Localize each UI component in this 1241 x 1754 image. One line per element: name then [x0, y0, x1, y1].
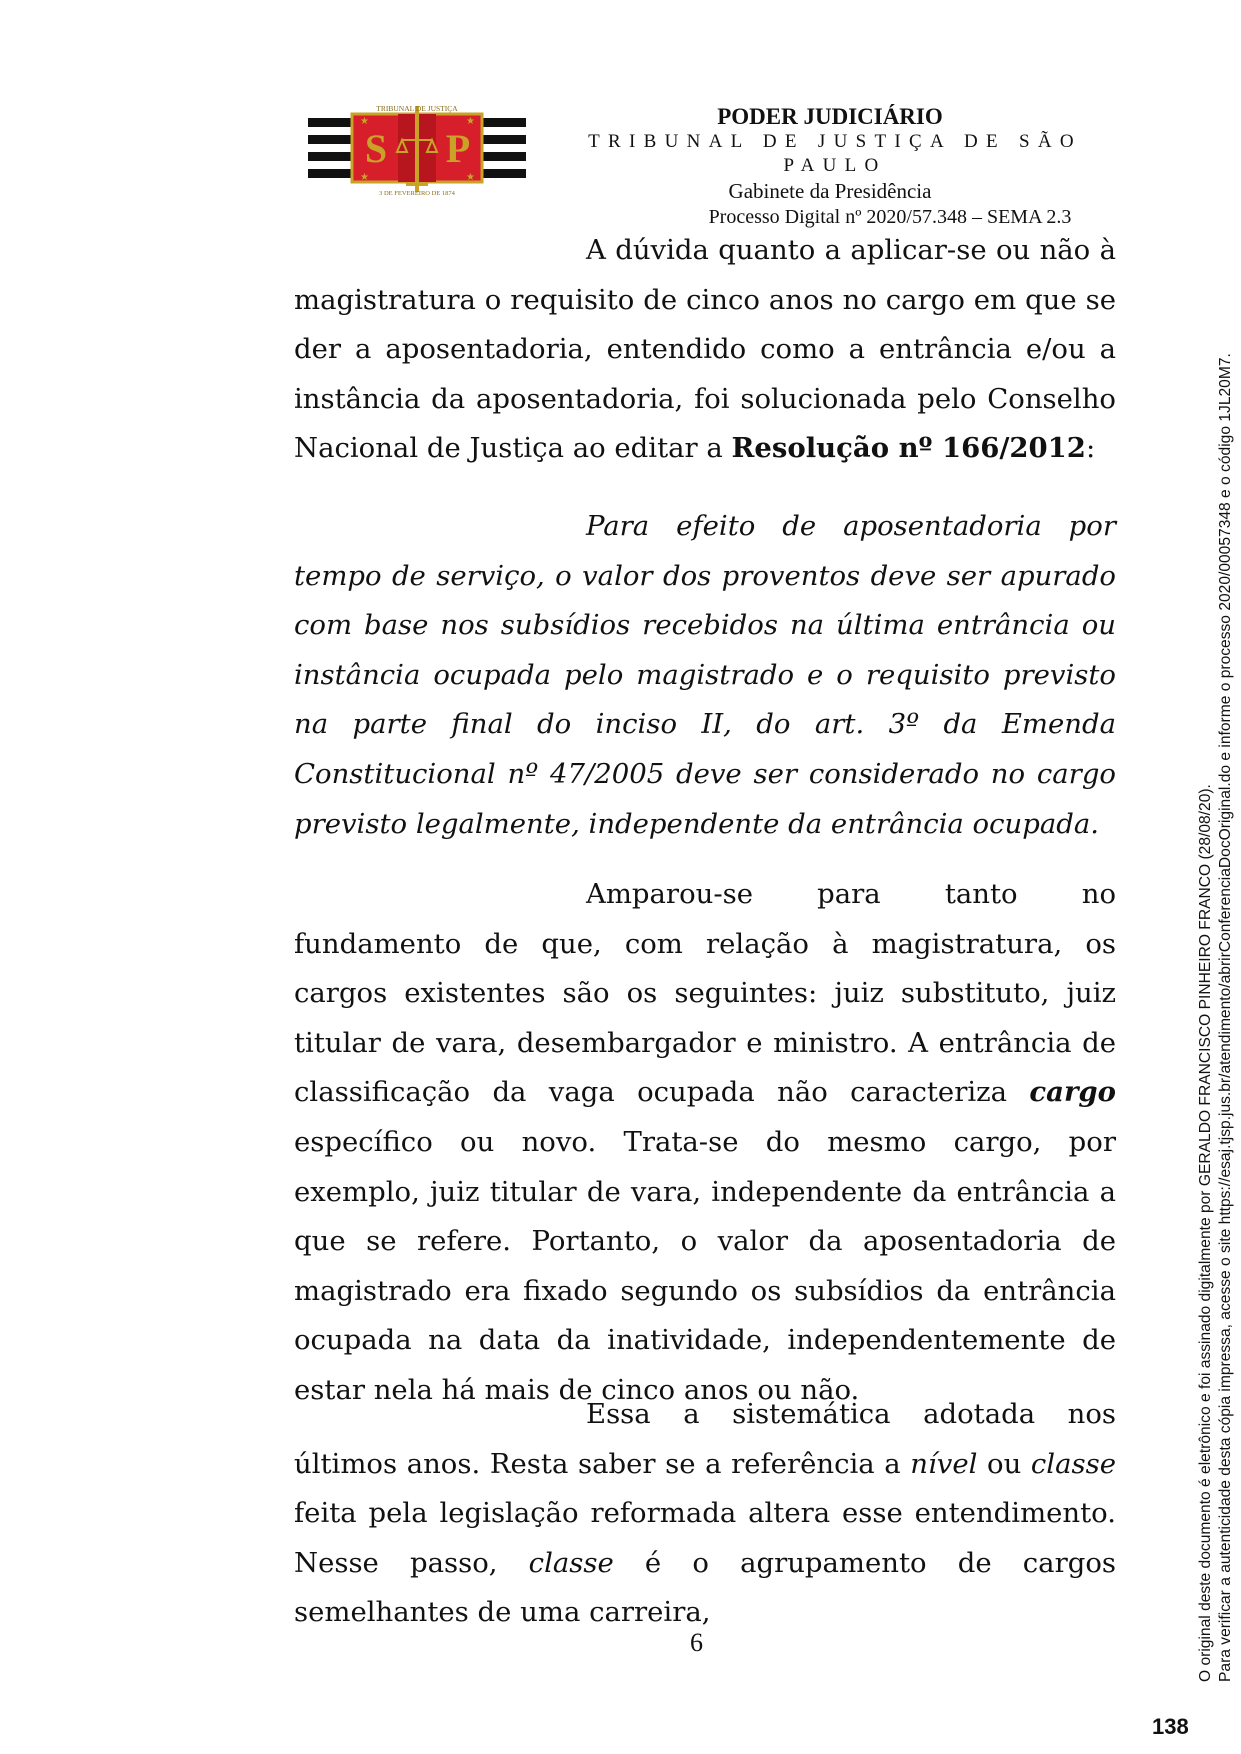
- court-name: TRIBUNAL DE JUSTIÇA DE SÃO PAULO: [588, 131, 1082, 176]
- document-header: [540, 104, 1120, 230]
- seal-letter-p: P: [445, 126, 471, 171]
- office-name: Gabinete da Presidência: [728, 179, 932, 203]
- paragraph-text: ou: [977, 1447, 1031, 1480]
- paragraph-text: é o agrupamento de cargos semelhantes de uma carreira,: [294, 1546, 1116, 1629]
- paragraph: [294, 226, 1116, 474]
- star-icon: ★: [360, 172, 369, 183]
- emphasis-nivel: nível: [910, 1447, 978, 1480]
- star-icon: ★: [466, 172, 475, 183]
- seal-bottom-text: 3 DE FEVEREIRO DE 1874: [379, 190, 455, 196]
- quoted-resolution: Para efeito de aposentadoria por tempo de serviço, o valor dos proventos deve ser apurado com base nos subsídios recebidos na última entrância ou instância ocupada pelo magistrado e o requisito previsto na parte final do inciso II, do art. 3º da Emenda Constitucional nº 47/2005 deve ser considerado no cargo previsto legalmente, independente da entrância ocupada.: [294, 510, 1116, 840]
- paragraph-text: A dúvida quanto a aplicar-se ou não à magistratura o requisito de cinco anos no cargo em que se der a aposentadoria, entendido como a entrância e/ou a instância da aposentadoria, foi solucionada pelo Conselho Nacional de Justiça ao editar a: [294, 234, 1116, 465]
- star-icon: ★: [466, 116, 475, 127]
- paragraph-text: :: [1085, 432, 1096, 465]
- resolution-reference: Resolução nº 166/2012: [731, 432, 1086, 465]
- signature-notice: O original deste documento é eletrônico e foi assinado digitalmente por GERALDO FRANCISCO PINHEIRO FRANCO (28/08/20).: [1197, 784, 1214, 1682]
- paragraph-text: feita pela legislação reformada altera esse entendimento. Nesse passo,: [294, 1497, 1116, 1579]
- tjsp-seal-logo: [308, 104, 526, 196]
- paragraph-text: Essa a sistemática adotada nos últimos anos. Resta saber se a referência a: [294, 1398, 1116, 1480]
- authenticity-notice: [1196, 262, 1236, 1682]
- seal-top-text: TRIBUNAL DE JUSTIÇA: [376, 104, 458, 113]
- emphasis-classe: classe: [1030, 1447, 1116, 1480]
- paragraph-text: Amparou-se para tanto no fundamento de que, com relação à magistratura, os cargos existentes são os seguintes: juiz substituto, juiz titular de vara, desembargador e ministro. A entrância de classificação da vaga ocupada não caracteriza: [294, 878, 1116, 1109]
- emphasis-classe: classe: [528, 1546, 614, 1579]
- process-number: Processo Digital nº 2020/57.348 – SEMA 2.3: [708, 206, 1072, 228]
- sheet-number: 138: [1152, 1714, 1189, 1739]
- paragraph-text: específico ou novo. Trata-se do mesmo cargo, por exemplo, juiz titular de vara, independente da entrância a que se refere. Portanto, o valor da aposentadoria de magistrado era fixado segundo os subsídios da entrância ocupada na data da inatividade, independentemente de estar nela há mais de cinco anos ou não.: [294, 1125, 1116, 1406]
- court-branch: PODER JUDICIÁRIO: [717, 104, 943, 129]
- seal-letter-s: S: [364, 126, 388, 171]
- page-number: 6: [690, 1628, 703, 1657]
- paragraph: [294, 1390, 1116, 1638]
- emphasis-cargo: cargo: [1029, 1076, 1116, 1109]
- paragraph: [294, 870, 1116, 1416]
- verification-notice: Para verificar a autenticidade desta cópia impressa, acesse o site https://esaj.tjsp.jus.br/atendimento/abrirConferenciaDocOriginal.do e informe o processo 2020/00057348 e o código 1JL20M7.: [1217, 353, 1234, 1682]
- star-icon: ★: [360, 116, 369, 127]
